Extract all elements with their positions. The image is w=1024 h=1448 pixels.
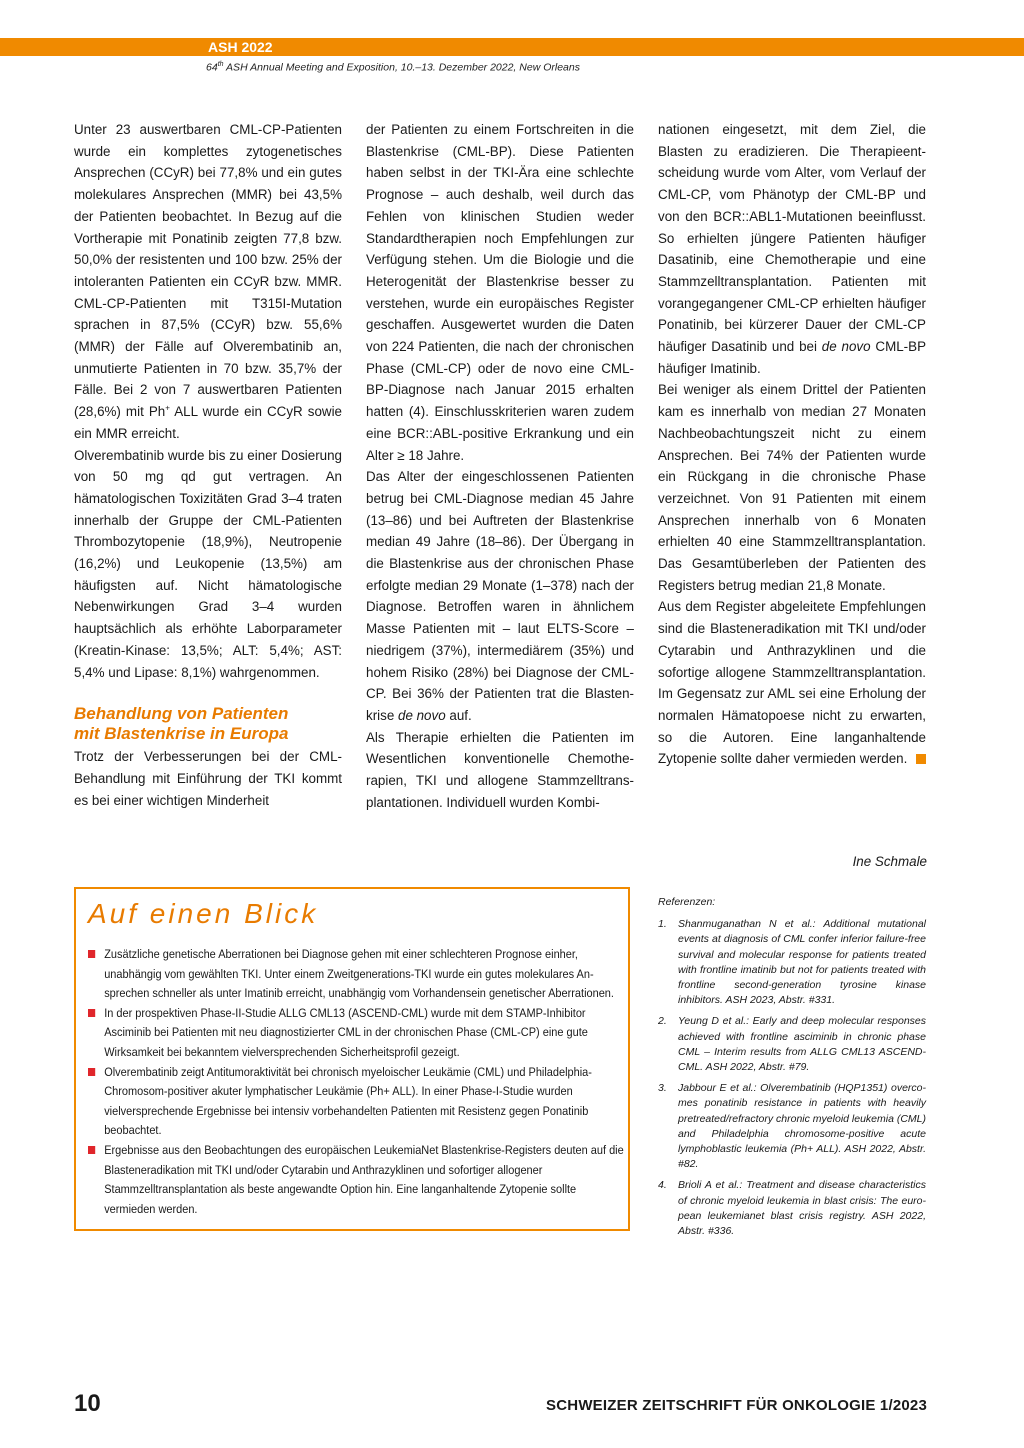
summary-box-title: Auf einen Blick [88,898,319,929]
article-column-1 [74,119,342,811]
paragraph [658,119,926,379]
italic-text: de novo [821,339,871,355]
paragraph [658,596,926,770]
text-run: Unter 23 auswertbaren CML-CP-Patienten wurde ein komplettes zytogenetisches Ansprechen (CCyR) bei 77,8% und ein gutes molekulares Ansprechen (MMR) bei 43,5% der Patienten beobachtet. In Bezug auf die Vortherapie mit Ponatinib zeigten 77,8 bzw. 50,0% der resistenten und 100 bzw. 25% der intoleranten Patienten ein CCyR bzw. MMR. CML-CP-Patienten mit T315I-Mutation sprachen in 87,5% (CCyR) bzw. 55,6% (MMR) der Fälle auf Olverembatinib an, unmutierte Patienten in 70 bzw. 35,7% der Fälle. Bei 2 von 7 auswertbaren Patienten (28,6%) mit Ph [74,122,342,420]
reference-text: Jabbour E et al.: Olverembatinib (HQP1351) overcomes ponatinib resistance in patients with heavily pretreated/refractory chronic myeloid leukemia (CML) and Philadelphia chromosome-positive acute lymphoblastic leukemia (Ph+ ALL). ASH 2022, Abstr. #82. [678,1082,927,1171]
text-run: auf. [445,707,472,723]
header-title: ASH 2022 [208,39,273,55]
reference-item [658,1081,926,1172]
red-square-bullet-icon [88,1009,95,1017]
summary-list [88,945,624,1219]
paragraph: Olverembatinib wurde bis zu einer Dosierung von 50 mg qd gut vertragen. An hämatologischen Toxizitäten Grad 3–4 traten innerhalb der Gruppe der CML-Patienten Thrombozytopenie (18,9%), Neutropenie (16,2%) und Leukopenie (13,5%) am häufigsten auf. Nicht hämatologische Nebenwirkungen Grad 3–4 wurden hauptsächlich als erhöhte Laborparameter (Kreatin-Kinase: 13,5%; ALT: 5,4%; AST: 5,4% und Lipase: 8,1%) wahrgenommen. [74,447,342,680]
summary-item [88,945,626,1004]
summary-item-text: In der prospektiven Phase-II-Studie ALLG CML13 (ASCEND-CML) wurde mit dem STAMP-Inhibitor Asciminib bei Patienten mit neu diagnostizierter CML in der chronischen Phase (CML-CP) eine gute Wirksamkeit bei bekanntem vielversprechenden Sicherheitsprofil gezeigt. [104,1005,588,1059]
summary-item [88,1141,626,1219]
reference-text: Yeung D et al.: Early and deep molecular responses achieved with frontline asciminib in chronic phase CML – Interim results from ALLG CML13 ASCEND-CML. ASH 2022, Abstr. #79. [678,1015,926,1074]
article-column-2 [366,119,634,814]
summary-item-text: Olverembatinib zeigt Antitumoraktivität bei chronisch myeloischer Leukämie (CML) und Philadelphia-Chromosom-positiver akuter lymphatischer Leukämie (Ph+ ALL). In einer Phase-I-Studie wurden vielversprechende Ergebnisse bei intensiv vorbehandelten Patienten mit Resistenz gegen Ponatinib beobachtet. [104,1064,592,1138]
author: Ine Schmale [852,854,927,869]
summary-item [88,1063,626,1141]
reference-number: 3. [658,1082,667,1095]
text-run: nationen eingesetzt, mit dem Ziel, die Blasten zu eradizieren. Die Therapieentscheidung wurde vom Alter, vom Verlauf der CML-CP, vom Phänotyp der CML-BP und von den BCR::ABL1-Mutationen beeinflusst. So erhielten jüngere Patienten häufiger Dasatinib, eine Chemotherapie und eine Stammzelltransplantation. Patienten mit vorangegangener CML-CP erhielten häufiger Ponatinib, bei kürzerer Dauer der CML-CP häufiger Dasatinib und bei [658,122,926,355]
page-number: 10 [74,1390,101,1417]
reference-number: 2. [658,1015,667,1028]
text-run: Das Alter der eingeschlossenen Patienten betrug bei CML-Diagnose median 45 Jahre (13–86) und bei Auftreten der Blastenkrise median 49 Jahre (18–86). Der Übergang in die Blastenkrise aus der chronischen Phase erfolgte median 29 Monate (1–378) nach der Diagnose. Betroffen waren in ähnlichem Masse Patienten mit – laut ELTS-Score – niedrigem (37%), intermediärem (35%) und hohem Risiko (28%) bei Diagnose der CML-CP. Bei 36% der Patienten trat die Blastenkrise [366,469,634,723]
paragraph: Als Therapie erhielten die Patienten im Wesentlichen konventionelle Chemotherapien, TKI und allogene Stammzelltransplantationen. Individuell wurden Kombi- [366,729,634,810]
paragraph: Trotz der Verbesserungen bei der CML-Behandlung mit Einführung der TKI kommt es bei einer wichtigen Minderheit [74,749,342,808]
heading-line: mit Blastenkrise in Europa [74,724,289,744]
reference-item [658,1014,926,1075]
paragraph [74,119,342,445]
header-bar [0,38,1024,56]
reference-number: 1. [658,918,667,931]
text-run: ALL wurde ein CCyR sowie ein MMR erreicht. [74,404,342,441]
superscript: + [165,403,170,413]
meeting-number: 64 [206,61,218,74]
italic-text: de novo [398,707,446,723]
meeting-subtitle [206,61,580,74]
paragraph: Bei weniger als einem Drittel der Patienten kam es innerhalb von median 27 Monaten Nachbeobachtungszeit nicht zu einem Ansprechen. Bei 74% der Patienten wurde ein Rückgang in die chronische Phase verzeichnet. Von 91 Patienten mit einem Ansprechen innerhalb von 6 Monaten erhielten 40 eine Stammzelltransplantation. Das Gesamtüberleben der Patienten des Registers betrug median 21,8 Monate. [658,382,926,593]
red-square-bullet-icon [88,950,95,958]
reference-text: Shanmuganathan N et al.: Additional mutational events at diagnosis of CML confer inferior failure-free survival and molecular response for patients treated with frontline imatinib but not for patients treated with frontline second-generation tyrosine kinase inhibitors. ASH 2023, Abstr. #331. [678,918,926,1007]
summary-box [74,887,630,1231]
meeting-text: ASH Annual Meeting and Exposition, 10.–13. Dezember 2022, New Orleans [223,61,580,74]
red-square-bullet-icon [88,1068,95,1076]
text-run: Aus dem Register abgeleitete Empfehlungen sind die Blasteneradikation mit TKI und/oder Cytarabin und Anthrazyklinen und die sofortige allogene Stammzelltransplantation. Im Gegensatz zur AML sei eine Erholung der normalen Hämatopoese nicht zu erwarten, so die Autoren. Eine langanhaltende Zytopenie sollte daher vermieden werden. [658,599,926,767]
article-column-3 [658,119,926,770]
reference-number: 4. [658,1179,667,1192]
references [658,895,926,1245]
summary-item-text: Ergebnisse aus den Beobachtungen des europäischen LeukemiaNet Blastenkrise-Registers deuten auf die Blasteneradikation mit TKI und/oder Cytarabin und Anthrazyklinen und sofortiger allogener Stammzelltransplantation als beste angewandte Option hin. Eine langanhaltende Zytopenie sollte vermieden werden. [104,1142,624,1216]
references-title: Referenzen: [658,896,716,908]
summary-item [88,1004,626,1063]
red-square-bullet-icon [88,1146,95,1154]
journal-name: SCHWEIZER ZEITSCHRIFT FÜR ONKOLOGIE 1/2023 [546,1397,927,1414]
paragraph [366,466,634,726]
end-of-article-square-icon [916,754,926,764]
text-run: CML-BP häufiger Imatinib. [658,339,926,376]
meeting-ordinal: th [217,61,224,68]
summary-item-text: Zusätzliche genetische Aberrationen bei Diagnose gehen mit einer schlechteren Prognose einher, unabhängig vom gewählten TKI. Unter einem Zweitgenerations-TKI wurde ein gutes molekulares Ansprechen schneller als unter Imatinib erreicht, unabhängig vom Vorhandensein genetischer Aberrationen. [104,947,614,1001]
heading-line: Behandlung von Patienten [74,704,289,724]
reference-item [658,1178,926,1239]
paragraph: der Patienten zu einem Fortschreiten in die Blastenkrise (CML-BP). Diese Patienten haben selbst in der TKI-Ära eine schlechte Prognose – auch deshalb, weil durch das Fehlen von klinischen Studien weder Standardtherapien noch Empfehlungen zur Verfügung stehen. Um die Biologie und die Heterogenität der Blastenkrise besser zu verstehen, wurde ein europäisches Register geschaffen. Ausgewertet wurden die Daten von 224 Patienten, die nach der chronischen Phase (CML-CP) oder de novo eine CML-BP-Diagnose nach Januar 2015 erhalten hatten (4). Einschlusskriterien waren zudem eine BCR::ABL-positive Erkrankung und ein Alter ≥ 18 Jahre. [366,122,634,463]
section-heading [74,704,342,744]
reference-text: Brioli A et al.: Treatment and disease characteristics of chronic myeloid leukemia in blast crisis: The european leukemianet blast crisis registry. ASH 2022, Abstr. #336. [678,1179,926,1238]
reference-item [658,917,926,1008]
